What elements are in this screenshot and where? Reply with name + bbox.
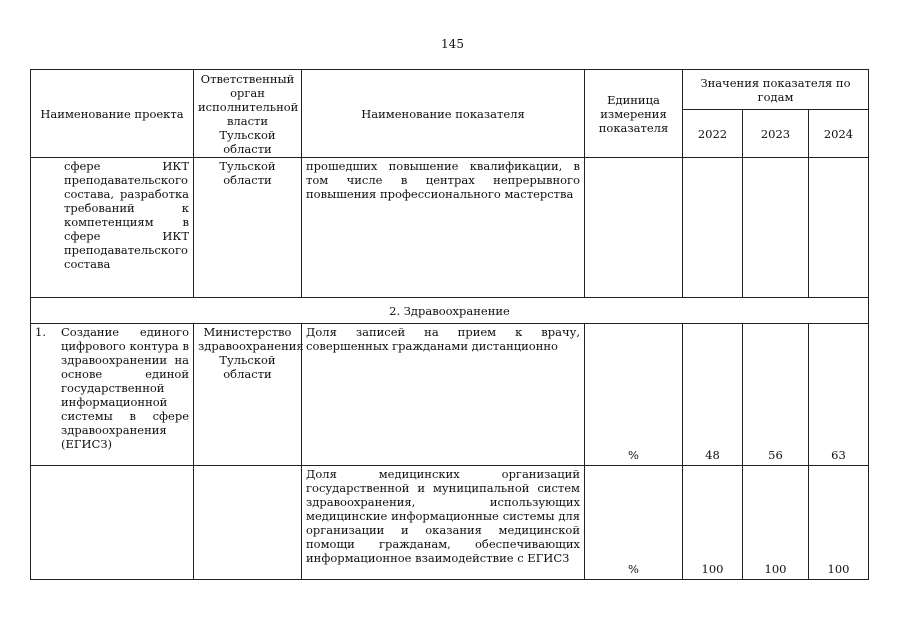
cont-2023-cell — [743, 158, 809, 298]
section-row — [31, 298, 869, 324]
item1-project-cell — [31, 324, 194, 466]
item2-indicator-text: Доля медицинских организаций государственной и муниципальной систем здравоохранения, использующих медицинские информационные системы для организации и оказания медицинской помощи гражданам, обеспечивающих информационное взаимодействие с ЕГИСЗ — [306, 467, 580, 565]
item2-unit-cell: % — [585, 466, 683, 580]
item1-indicator-text: Доля записей на прием к врачу, совершенных гражданами дистанционно — [306, 325, 580, 353]
header-unit: Единица измерения показателя — [585, 70, 683, 158]
header-indicator: Наименование показателя — [302, 70, 585, 158]
table-row-item-2 — [31, 466, 869, 580]
item2-responsible-cell — [194, 466, 302, 580]
header-responsible: Ответственный орган исполнительной власти Тульской области — [194, 70, 302, 158]
item2-value-2023: 100 — [743, 466, 809, 580]
cont-project-text: сфере ИКТ преподавательского состава, разработка требований к компетенциям в сфере ИКТ преподавательского состава — [64, 159, 189, 271]
item2-value-2024: 100 — [809, 466, 869, 580]
cont-project-cell — [31, 158, 194, 298]
header-year-2023: 2023 — [743, 110, 809, 158]
item1-value-2023: 56 — [743, 324, 809, 466]
page-number: 145 — [441, 37, 464, 51]
cont-unit-cell — [585, 158, 683, 298]
cont-responsible-cell: Тульской области — [194, 158, 302, 298]
header-row-1 — [31, 70, 869, 110]
item2-project-cell — [31, 466, 194, 580]
item2-indicator-cell — [302, 466, 585, 580]
item2-value-2022: 100 — [683, 466, 743, 580]
header-project: Наименование проекта — [31, 70, 194, 158]
item1-responsible-cell: Министерство здравоохранения Тульской области — [194, 324, 302, 466]
indicators-table — [30, 69, 869, 580]
item1-project-text: Создание единого цифрового контура в здравоохранении на основе единой государственной информационной системы в сфере здравоохранения (ЕГИСЗ) — [61, 325, 189, 451]
table-row-continuation — [31, 158, 869, 298]
table-row-item-1 — [31, 324, 869, 466]
item1-value-2022: 48 — [683, 324, 743, 466]
cont-2024-cell — [809, 158, 869, 298]
header-year-2024: 2024 — [809, 110, 869, 158]
header-year-2022: 2022 — [683, 110, 743, 158]
header-values-group: Значения показателя по годам — [683, 70, 869, 110]
item1-unit-cell: % — [585, 324, 683, 466]
cont-indicator-text: прошедших повышение квалификации, в том числе в центрах непрерывного повышения профессионального мастерства — [306, 159, 580, 201]
item1-indicator-cell — [302, 324, 585, 466]
item1-value-2024: 63 — [809, 324, 869, 466]
cont-2022-cell — [683, 158, 743, 298]
section-title: 2. Здравоохранение — [31, 298, 869, 324]
cont-indicator-cell — [302, 158, 585, 298]
item1-number: 1. — [35, 325, 46, 339]
